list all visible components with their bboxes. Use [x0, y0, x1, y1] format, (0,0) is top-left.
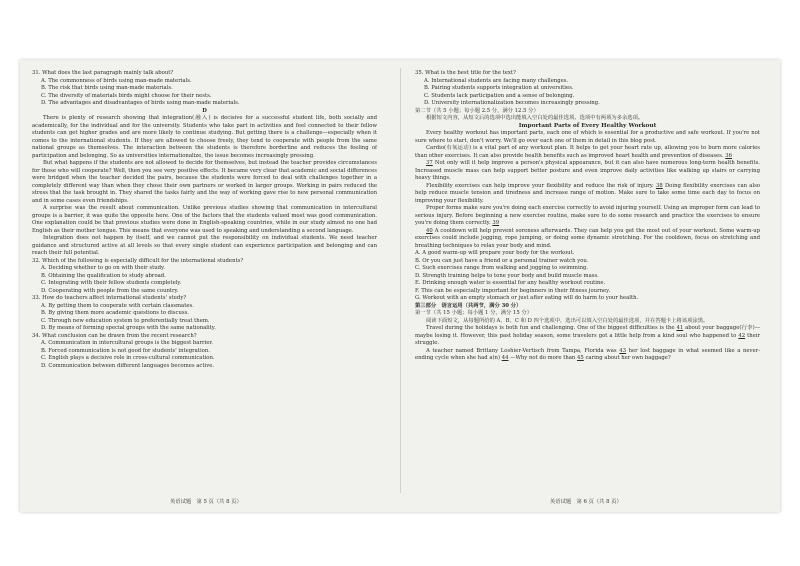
cloze-text-6: —Why not do more than	[510, 355, 576, 361]
blank-39: 39	[492, 220, 500, 226]
question-32-option-c: C. Integrating with their fellow students completely.	[41, 280, 182, 286]
workout-paragraph-6	[415, 228, 760, 251]
cloze-paragraph-1	[415, 325, 760, 348]
exam-sheet	[20, 60, 780, 512]
blank-42: 42	[738, 332, 746, 339]
page-footer-right: 英语试题 第 6 页（共 8 页）	[550, 499, 622, 505]
question-35-option-d: D. University internationalization becomes increasingly pressing.	[424, 100, 600, 106]
part-3-instructions: 阅读下面短文，从每题所给的 A、B、C 和 D 四个选项中，选出可以填入空白处的最佳选项，并在答题卡上将该项涂黑。	[426, 317, 709, 324]
question-31-stem: 31. What does the last paragraph mainly talk about?	[32, 70, 174, 76]
workout-paragraph-2	[415, 145, 760, 160]
blank-41: 41	[676, 325, 684, 331]
page-footer-left: 英语试题 第 5 页（共 8 页）	[170, 499, 242, 505]
choice-d: D. Strength training helps to tone your body and build muscle mass.	[415, 272, 599, 279]
cloze-text-7: caring about her own baggage?	[585, 355, 671, 361]
cloze-text-5: her lost baggage in what seemed like a never-ending cycle when she had a(n)	[415, 347, 760, 361]
passage-d-paragraph-1: There is plenty of research showing that integration(融入) is decisive for a successful student life, both socially and academically, for the individual and for the university. Students who take part in activities and feel connected to their fellow students can get higher grades and are more likely to continue studying. But getting there is a challenge—especially when it comes to the international students. If they are allowed to choose freely, they tend to cooperate with people from the same national groups as themselves. The interaction between the students is therefore borderline and reduces the feeling of participation and belonging. So as universities internationalize, the issue becomes increasingly pressing.	[32, 115, 377, 159]
question-31-option-c: C. The diversity of materials birds might choose for their nests.	[41, 92, 212, 99]
question-34-option-b: B. Forced communication is not good for students' integration.	[41, 347, 210, 354]
cloze-text-2: about your baggage(行李)—maybe losing it. However, this past holiday season, some travelers got a little help from a kind soul who happened to	[415, 325, 760, 339]
workout-paragraph-5	[415, 205, 760, 228]
question-31-option-d: D. The advantages and disadvantages of birds using man-made materials.	[41, 100, 240, 106]
question-34-option-d: D. Communication between different languages becomes active.	[41, 362, 215, 369]
choice-g: G. Workout with an empty stomach or just after eating will do harm to your health.	[415, 295, 639, 301]
question-35-option-c: C. Students lack participation and a sense of belonging.	[424, 92, 575, 99]
question-32-option-a: A. Deciding whether to go on with their study.	[41, 265, 165, 271]
passage-title: Important Parts of Every Healthy Workout	[518, 122, 657, 129]
choice-a: A. A good warm-up will prepare your body for the workout.	[415, 250, 575, 256]
workout-paragraph-4-continued: Doing flexibility exercises can also help reduce muscle tension and tiredness and increase range of motion. Make sure to take some time each day to focus on improving your flexibility.	[415, 182, 760, 204]
choice-e: E. Drinking enough water is essential for any healthy workout routine.	[415, 280, 606, 286]
cloze-text-3: their struggle.	[415, 332, 760, 346]
question-35-stem: 35. What is the best title for the text?	[415, 70, 516, 76]
question-33-option-a: A. By getting them to cooperate with certain classmates.	[41, 302, 194, 309]
passage-d-paragraph-4: Integration does not happen by itself, and we cannot put the responsibility on individual students. We need teacher guidance and structured active at all levels so that every single student can experience participation and belonging and can reach their full potential.	[32, 235, 377, 256]
part-3-subheader: 第一节（共 15 小题；每小题 1 分，满分 15 分）	[415, 310, 533, 316]
blank-45: 45	[577, 355, 584, 361]
workout-paragraph-1: Every healthy workout has important parts, each one of which is essential for a productive and safe workout. If you're not sure where to start, don't worry. We'll go over each one of them in detail in this blog post.	[415, 130, 760, 144]
cloze-paragraph-2	[415, 348, 760, 363]
section-2-instructions: 根据短文内容，从短文后的选项中选出能填入空白处的最佳选项。选项中有两项为多余选项。	[426, 115, 644, 121]
workout-paragraph-2-text: Cardio(有氧运动) is a vital part of any workout plan. It helps to get your heart rate up, allowing you to burn more calories than other exercises. It can also provide health benefits such as improved heart health and prevention of diseases.	[415, 145, 760, 159]
question-32-option-b: B. Obtaining the qualification to study abroad.	[41, 272, 166, 279]
question-32-option-d: D. Cooperating with people from the same country.	[41, 287, 179, 294]
left-page	[32, 70, 377, 510]
cloze-text-4: A teacher named Brittany Loshier-Vertisch from Tampa, Florida was	[426, 347, 617, 354]
question-31-option-b: B. The risk that birds using man-made materials.	[41, 85, 173, 91]
workout-paragraph-6-text: A cooldown will help prevent soreness afterwards. They can help you get the most out of your workout. Some warm-up exercises could include jogging, rope jumping, or doing some dynamic stretching. For the cooldown, focus on stretching and breathing techniques to relax your body and mind.	[415, 227, 760, 249]
passage-d-paragraph-3: A surprise was the result about communication. Unlike previous studies showing that communication in intercultural groups is a barrier, it was quite the opposite here. One of the factors that the students valued most was good communication. One explanation could be that previous studies were done in English-speaking countries, while in our study almost no one had English as their mother tongue. This means that everyone was used to speaking and understanding a second language.	[32, 205, 377, 234]
blank-36: 36	[725, 152, 733, 159]
section-d-heading: D	[202, 107, 207, 114]
part-3-header: 第三部分 语言运用（共两节，满分 30 分）	[415, 302, 522, 309]
question-35-option-a: A. International students are facing many challenges.	[424, 77, 569, 84]
blank-40: 40	[426, 227, 433, 234]
passage-d-paragraph-2: But what happens if the students are not allowed to decide for themselves, but instead the teacher provides circumstances for those who will cooperate? Well, then you see very positive effects. It became very clear that academic and social differences were bridged when the teacher decided the pairs, because the students were forced to deal with challenges together in a completely different way than when they chose their own partners or worked in larger groups. Working in pairs reduced the stress that the task brought in. They shared the tasks fairly and the way of working gave rise to new personal communication and in some cases even friendships.	[32, 160, 377, 204]
question-31-option-a: A. The commonness of birds using man-made materials.	[41, 77, 192, 84]
question-33-stem: 33. How do teachers affect international students' study?	[32, 295, 187, 301]
choice-b: B. Or you can just have a friend or a personal trainer watch you.	[415, 257, 589, 264]
page-gutter-divider	[400, 68, 401, 493]
section-2-header: 第二节（共 5 小题；每小题 2.5 分，满分 12.5 分）	[415, 107, 539, 114]
question-32-stem: 32. Which of the following is especially difficult for the international students?	[32, 257, 244, 264]
blank-43: 43	[619, 347, 627, 354]
workout-paragraph-3-text: Not only will it help improve a person's physical appearance, but it can also have numerous long-term health benefits. Increased muscle mass can help support better posture and even improve daily activities like walking up stairs or carrying heavy things.	[415, 160, 760, 181]
question-33-option-b: B. By giving them more academic questions to discuss.	[41, 310, 189, 316]
question-35-option-b: B. Pairing students supports integration at universities.	[424, 85, 574, 91]
workout-paragraph-3	[415, 160, 760, 183]
workout-paragraph-4-text: Flexibility exercises can help improve your flexibility and reduce the risk of injury.	[426, 182, 654, 189]
blank-44: 44	[501, 355, 509, 361]
question-34-stem: 34. What conclusion can be drawn from the recent research?	[32, 332, 197, 339]
right-page	[415, 70, 760, 510]
workout-paragraph-5-text: Proper forms make sure you're doing each exercise correctly to avoid injuring yourself. Using an improper form can lead to serious injury. Before beginning a new exercise routine, make sure to do some research and practice the exercises to ensure you're doing them correctly.	[415, 205, 760, 226]
choice-c: C. Such exercises range from walking and jogging to swimming.	[415, 265, 589, 271]
blank-37: 37	[426, 160, 433, 166]
question-34-option-a: A. Communication in intercultural groups is the biggest barrier.	[41, 340, 213, 346]
question-34-option-c: C. English plays a decisive role in cross-cultural communication.	[41, 355, 215, 361]
question-33-option-c: C. Through new education system to preferentially treat them.	[41, 317, 210, 324]
cloze-text-1: Travel during the holidays is both fun and challenging. One of the biggest difficulties is the	[426, 325, 675, 331]
question-33-option-d: D. By means of forming special groups with the same nationality.	[41, 325, 216, 331]
choice-f: F. This can be especially important for beginners in their fitness journey.	[415, 287, 611, 294]
blank-38: 38	[655, 182, 663, 189]
workout-paragraph-4	[415, 183, 760, 206]
